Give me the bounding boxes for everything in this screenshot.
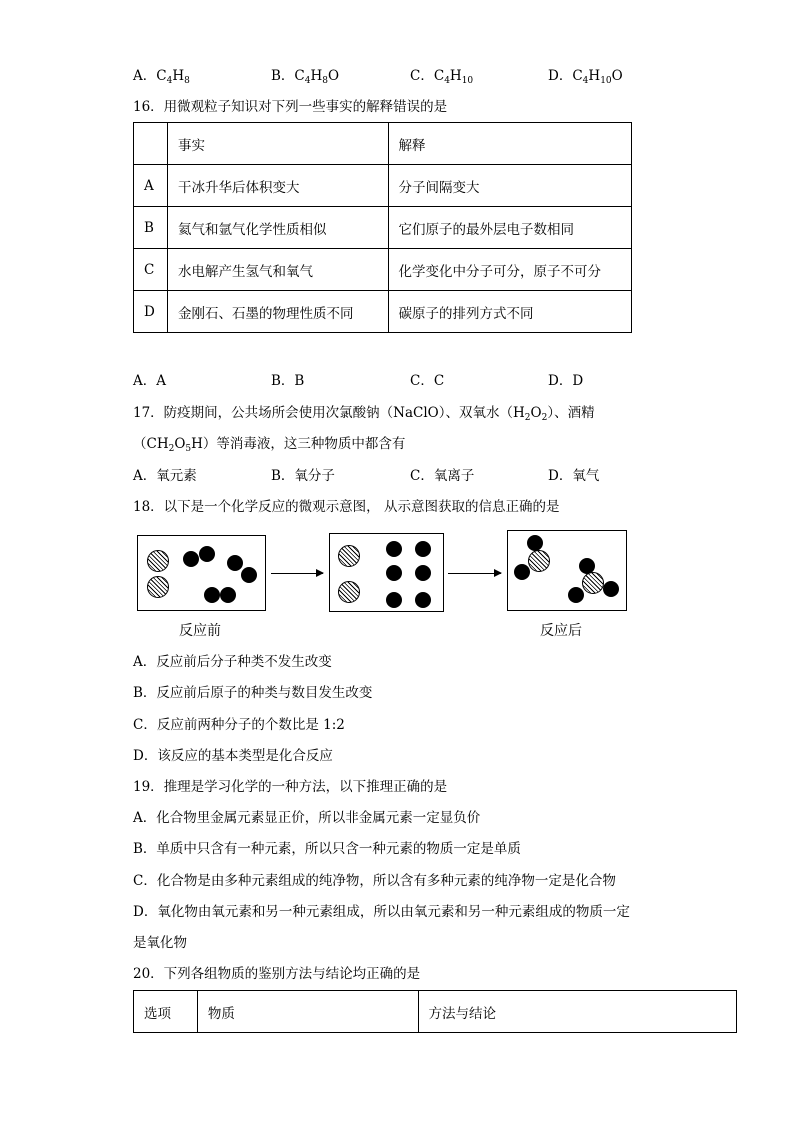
table-row [134,249,632,291]
black-atom-icon [241,567,257,583]
header-cell [134,123,168,165]
fact-cell: 水电解产生氢气和氧气 [167,249,388,291]
black-atom-icon [514,564,530,580]
black-atom-icon [386,592,402,608]
black-atom-icon [579,558,595,574]
arrow-icon [448,573,501,574]
hatched-atom-icon [338,545,360,567]
table-row [134,207,632,249]
q15-option-c: C．$C_4H_{10}$ [410,68,474,86]
black-atom-icon [183,551,199,567]
hatched-atom-icon [582,572,604,594]
explain-cell: 分子间隔变大 [388,165,632,207]
q17-option-c: C．氧离子 [410,468,475,484]
q15-option-b: B．$C_4H_8O$ [271,68,340,86]
q18-stem: 18．以下是一个化学反应的微观示意图， 从示意图获取的信息正确的是 [133,499,560,515]
hatched-atom-icon [147,576,169,598]
q16-option-a: A．A [133,373,166,389]
q17-option-d: D．氧气 [548,468,600,484]
header-cell: 方法与结论 [418,991,736,1033]
q18-option-a: A．反应前后分子种类不发生改变 [133,654,332,670]
fact-cell: 氦气和氩气化学性质相似 [167,207,388,249]
q18-option-c: C．反应前两种分子的个数比是 1:2 [133,717,345,733]
q16-option-b: B．B [271,373,305,389]
black-atom-icon [415,541,431,557]
q16-option-c: C．C [410,373,445,389]
option-cell: C [134,249,168,291]
q17-stem-line2: $(CH_2O_5H)$等消毒液，这三种物质中都含有 [133,436,406,454]
table-header-row [134,991,737,1033]
black-atom-icon [415,592,431,608]
q17-option-b: B．氧分子 [271,468,335,484]
q19-option-d-line1: D．氧化物由氧元素和另一种元素组成，所以由氧元素和另一种元素组成的物质一定 [133,904,630,920]
caption-before: 反应前 [179,623,221,639]
black-atom-icon [386,565,402,581]
hatched-atom-icon [147,550,169,572]
option-cell: D [134,291,168,333]
header-cell: 事实 [167,123,388,165]
q17-option-a: A．氧元素 [133,468,197,484]
q19-option-a: A．化合物里金属元素显正价，所以非金属元素一定显负价 [133,810,481,826]
black-atom-icon [527,535,543,551]
box-middle [329,533,444,612]
q20-table [133,990,737,1033]
table-header-row [134,123,632,165]
hatched-atom-icon [528,550,550,572]
explain-cell: 化学变化中分子可分，原子不可分 [388,249,632,291]
q16-stem: 16．用微观粒子知识对下列一些事实的解释错误的是 [133,99,448,115]
q19-option-d-line2: 是氧化物 [133,935,187,951]
q20-stem: 20．下列各组物质的鉴别方法与结论均正确的是 [133,966,421,982]
q18-option-b: B．反应前后原子的种类与数目发生改变 [133,685,373,701]
explain-cell: 碳原子的排列方式不同 [388,291,632,333]
option-cell: A [134,165,168,207]
explain-cell: 它们原子的最外层电子数相同 [388,207,632,249]
arrow-icon [271,573,323,574]
header-cell: 选项 [134,991,198,1033]
black-atom-icon [415,565,431,581]
black-atom-icon [220,587,236,603]
header-cell: 物质 [197,991,418,1033]
black-atom-icon [386,541,402,557]
header-cell: 解释 [388,123,632,165]
table-row [134,165,632,207]
hatched-atom-icon [338,581,360,603]
q19-stem: 19．推理是学习化学的一种方法，以下推理正确的是 [133,779,448,795]
q17-stem-line1: 17．防疫期间，公共场所会使用次氯酸钠（NaClO）、双氧水$(H_2O_2)$、酒精 [133,405,595,423]
black-atom-icon [603,581,619,597]
q15-option-d: D．$C_4H_{10}O$ [548,68,623,86]
table-row [134,291,632,333]
q16-table [133,122,632,333]
black-atom-icon [568,587,584,603]
black-atom-icon [199,546,215,562]
fact-cell: 干冰升华后体积变大 [167,165,388,207]
box-after [507,530,627,611]
q18-option-d: D．该反应的基本类型是化合反应 [133,748,333,764]
box-before [137,535,266,611]
caption-after: 反应后 [540,623,582,639]
q16-option-d: D．D [548,373,584,389]
q19-option-c: C．化合物是由多种元素组成的纯净物，所以含有多种元素的纯净物一定是化合物 [133,873,616,889]
black-atom-icon [227,555,243,571]
fact-cell: 金刚石、石墨的物理性质不同 [167,291,388,333]
black-atom-icon [204,587,220,603]
q15-option-a: A．$C_4H_8$ [133,68,190,86]
q19-option-b: B．单质中只含有一种元素，所以只含一种元素的物质一定是单质 [133,841,521,857]
option-cell: B [134,207,168,249]
